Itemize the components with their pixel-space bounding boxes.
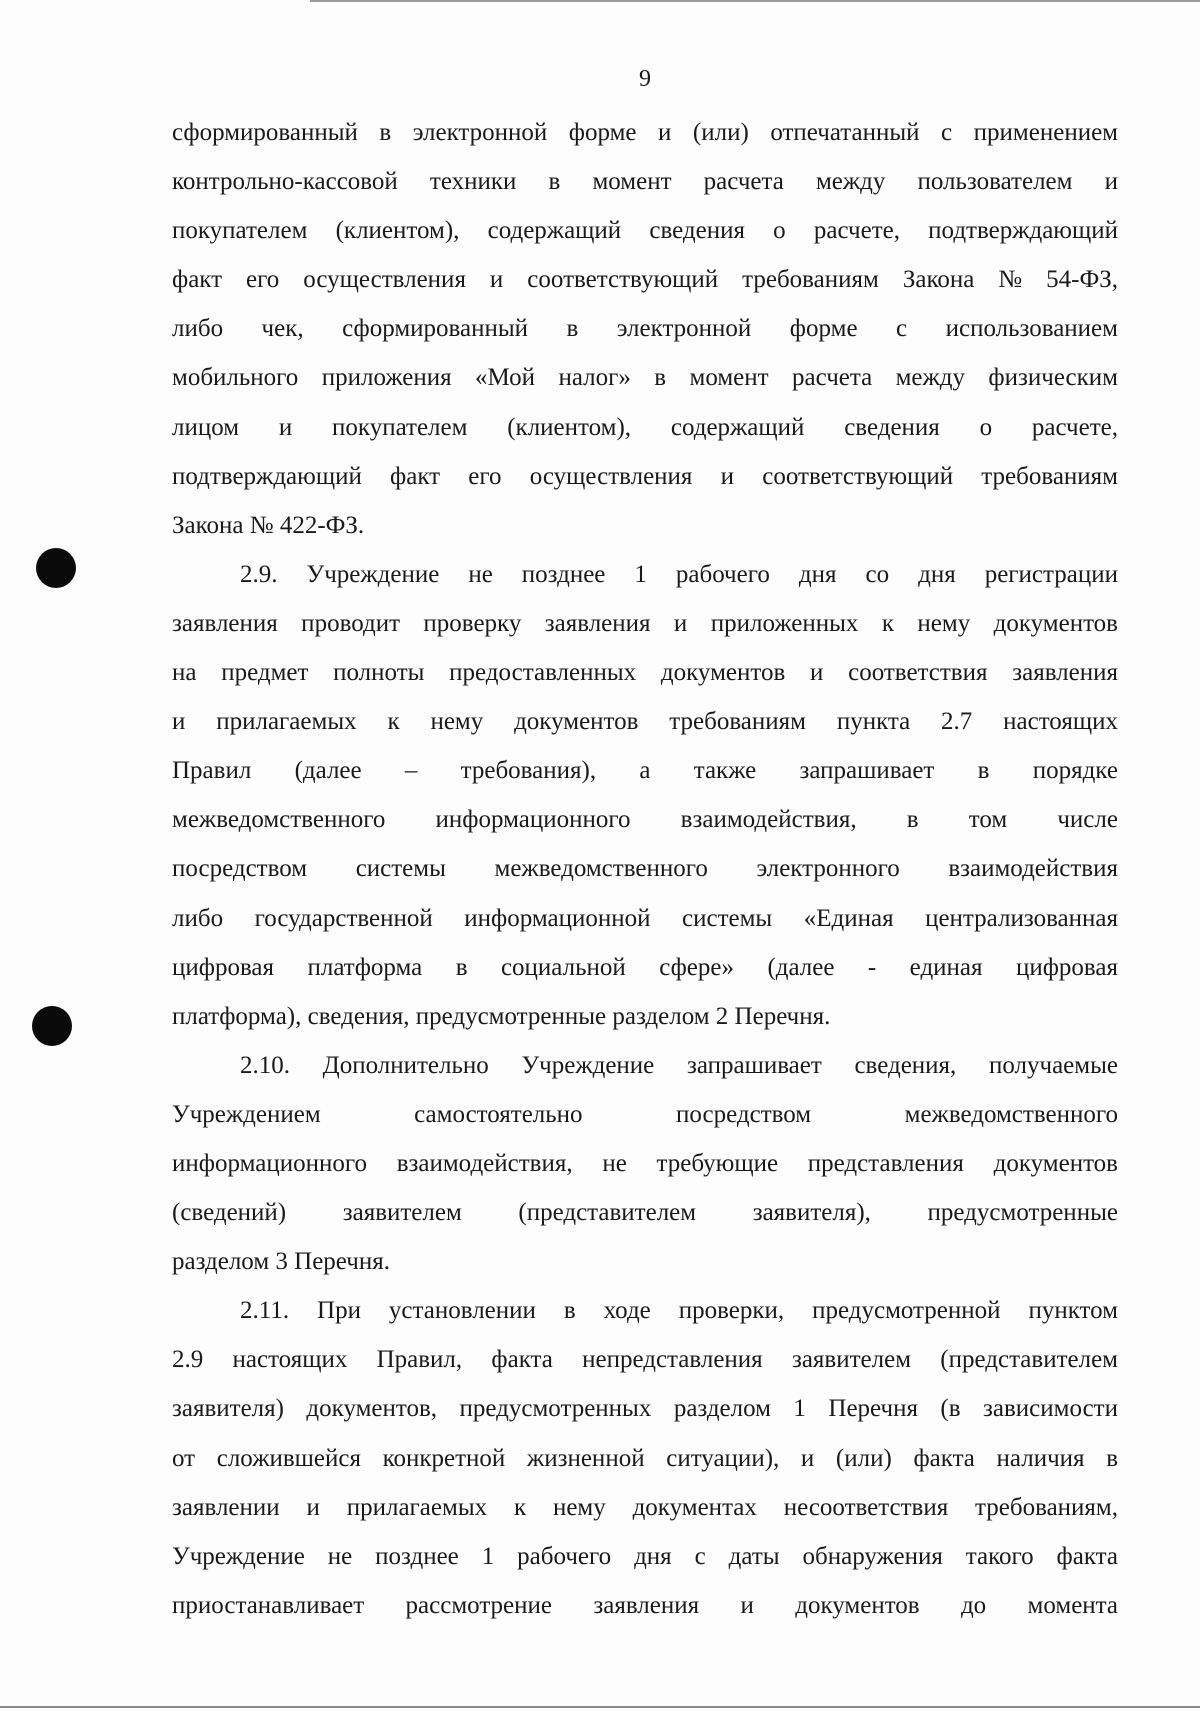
line-text: платформа), сведения, предусмотренные разделом 2 Перечня.: [172, 1002, 831, 1030]
word: заявителя),: [752, 1199, 871, 1227]
word: сфере»: [659, 953, 734, 981]
line-text: на предмет полноты предоставленных документов и соответствия заявления: [172, 659, 1118, 687]
word: форме: [789, 315, 858, 343]
word: в: [906, 806, 919, 834]
text-line: [172, 1532, 1118, 1581]
text-line: [172, 206, 1118, 255]
text-line: [172, 599, 1118, 648]
word: 2.7: [941, 708, 973, 736]
word: техники: [429, 168, 517, 196]
word: рабочего: [675, 560, 770, 588]
word: электронной: [616, 315, 752, 343]
word: и: [1104, 168, 1118, 196]
word: порядке: [1032, 757, 1118, 785]
text-line: [172, 353, 1118, 402]
word: требованиям: [669, 708, 806, 736]
text-line: [172, 992, 1118, 1041]
line-text: заявления проводит проверку заявления и приложенных к нему документов: [172, 609, 1118, 637]
word: -: [867, 953, 877, 981]
word: (клиентом),: [507, 413, 632, 441]
text-line: [172, 501, 1118, 550]
text-line: [172, 255, 1118, 304]
line-text: заявлении и прилагаемых к нему документах несоответствия требованиям,: [172, 1493, 1118, 1521]
line-text: информационного взаимодействия, не требующие представления документов: [172, 1149, 1118, 1177]
text-line: [172, 550, 1118, 599]
word: межведомственного: [494, 855, 708, 883]
word: заявления: [593, 1591, 700, 1619]
word: расчета: [703, 168, 784, 196]
word: запрашивает: [799, 757, 935, 785]
scan-edge-bottom: [0, 1706, 1200, 1708]
text-line: [172, 403, 1118, 452]
word: предусмотренные: [927, 1199, 1118, 1227]
text-line: [172, 1090, 1118, 1139]
word: платформа: [307, 953, 423, 981]
document-body: [172, 108, 1118, 1630]
word: –: [404, 757, 418, 785]
text-line: [172, 1483, 1118, 1532]
scan-edge-top: [310, 0, 1200, 2]
text-line: [172, 1286, 1118, 1335]
word: пункта: [836, 708, 911, 736]
text-line: [172, 1139, 1118, 1188]
word: том: [968, 806, 1008, 834]
text-line: [172, 844, 1118, 893]
word: (далее: [767, 953, 835, 981]
word: и: [172, 708, 186, 736]
word: взаимодействия: [948, 855, 1118, 883]
text-line: [172, 746, 1118, 795]
word: Правил: [172, 757, 252, 785]
word: (сведений): [172, 1199, 287, 1227]
text-line: [172, 1581, 1118, 1630]
punch-hole: [36, 548, 76, 588]
word: взаимодействия,: [680, 806, 857, 834]
line-text: сформированный в электронной форме и (или) отпечатанный с применением: [172, 119, 1118, 146]
word: между: [815, 168, 886, 196]
text-line: [172, 1237, 1118, 1286]
punch-hole: [32, 1006, 72, 1046]
word: к: [387, 708, 400, 736]
word: Учреждение: [306, 560, 440, 588]
word: прилагаемых: [216, 708, 357, 736]
word: (далее: [294, 757, 362, 785]
line-text: Учреждение не позднее 1 рабочего дня с даты обнаружения такого факта: [172, 1542, 1118, 1570]
word: цифровая: [1015, 953, 1118, 981]
text-line: [172, 894, 1118, 943]
page-number: 9: [639, 66, 651, 92]
line-text: 2.9 настоящих Правил, факта непредставления заявителем (представителем: [172, 1346, 1118, 1374]
word: посредством: [676, 1100, 812, 1128]
word: нему: [430, 708, 484, 736]
word: регистрации: [984, 560, 1118, 588]
word: единая: [909, 953, 983, 981]
text-line: [172, 1188, 1118, 1237]
word: Учреждением: [172, 1100, 321, 1128]
word: лицом: [172, 413, 240, 441]
word: межведомственного: [904, 1100, 1118, 1128]
text-line: [172, 795, 1118, 844]
word: сформированный: [342, 315, 529, 343]
line-text: Закона № 422-ФЗ.: [172, 511, 365, 539]
word: а: [639, 757, 651, 785]
line-text: 2.10. Дополнительно Учреждение запрашивает сведения, получаемые: [240, 1051, 1118, 1079]
word: и: [278, 413, 293, 441]
word: требования),: [460, 757, 597, 785]
line-text: разделом 3 Перечня.: [172, 1248, 390, 1276]
word: с: [896, 315, 908, 343]
word: либо: [172, 315, 224, 343]
word: о: [979, 413, 993, 441]
line-text: покупателем (клиентом), содержащий сведения о расчете, подтверждающий: [172, 217, 1118, 245]
word: расчете,: [1031, 413, 1118, 441]
line-text: мобильного приложения «Мой налог» в момент расчета между физическим: [172, 364, 1118, 392]
word: покупателем: [332, 413, 468, 441]
word: дня: [918, 560, 956, 588]
line-text: факт его осуществления и соответствующий требованиям Закона № 54-ФЗ,: [172, 266, 1118, 294]
word: сведения: [844, 413, 940, 441]
word: дня: [798, 560, 837, 588]
line-text: подтверждающий факт его осуществления и соответствующий требованиям: [172, 462, 1118, 490]
word: не: [468, 560, 493, 588]
text-line: [172, 304, 1118, 353]
word: также: [693, 757, 757, 785]
text-line: [172, 1041, 1118, 1090]
word: в: [977, 757, 990, 785]
word: 1: [634, 560, 647, 588]
word: в: [548, 168, 561, 196]
word: документов: [514, 708, 639, 736]
word: чек,: [261, 315, 304, 343]
word: со: [865, 560, 890, 588]
line-text: заявителя) документов, предусмотренных разделом 1 Перечня (в зависимости: [172, 1395, 1118, 1423]
word: заявителем: [342, 1199, 462, 1227]
word: электронного: [756, 855, 900, 883]
word: использованием: [945, 315, 1118, 343]
word: межведомственного: [172, 806, 386, 834]
text-line: [172, 943, 1118, 992]
word: социальной: [500, 953, 626, 981]
line-text: либо государственной информационной системы «Единая централизованная: [172, 904, 1118, 932]
word: посредством: [172, 855, 308, 883]
word: в: [566, 315, 579, 343]
text-line: [172, 1335, 1118, 1384]
text-line: [172, 1434, 1118, 1483]
word: рассмотрение: [405, 1591, 553, 1619]
word: момента: [1027, 1591, 1118, 1619]
text-line: [172, 648, 1118, 697]
word: самостоятельно: [414, 1100, 583, 1128]
word: момент: [592, 168, 672, 196]
word: системы: [355, 855, 446, 883]
word: в: [455, 953, 468, 981]
text-line: [172, 1384, 1118, 1433]
word: до: [960, 1591, 987, 1619]
word: контрольно-кассовой: [172, 168, 398, 196]
word: числе: [1057, 806, 1118, 834]
word: позднее: [521, 560, 606, 588]
word: приостанавливает: [172, 1591, 365, 1619]
word: пользователем: [917, 168, 1073, 196]
word: (представителем: [518, 1199, 697, 1227]
line-text: от сложившейся конкретной жизненной ситуации), и (или) факта наличия в: [172, 1444, 1118, 1472]
word: и: [740, 1591, 754, 1619]
word: информационного: [435, 806, 631, 834]
text-line: [172, 452, 1118, 501]
word: содержащий: [670, 413, 805, 441]
text-line: [172, 157, 1118, 206]
word: документов: [795, 1591, 920, 1619]
text-line: [172, 108, 1118, 157]
word: 2.9.: [240, 560, 278, 588]
line-text: 2.11. При установлении в ходе проверки, предусмотренной пунктом: [240, 1297, 1118, 1325]
word: цифровая: [172, 953, 275, 981]
text-line: [172, 697, 1118, 746]
word: настоящих: [1003, 708, 1118, 736]
